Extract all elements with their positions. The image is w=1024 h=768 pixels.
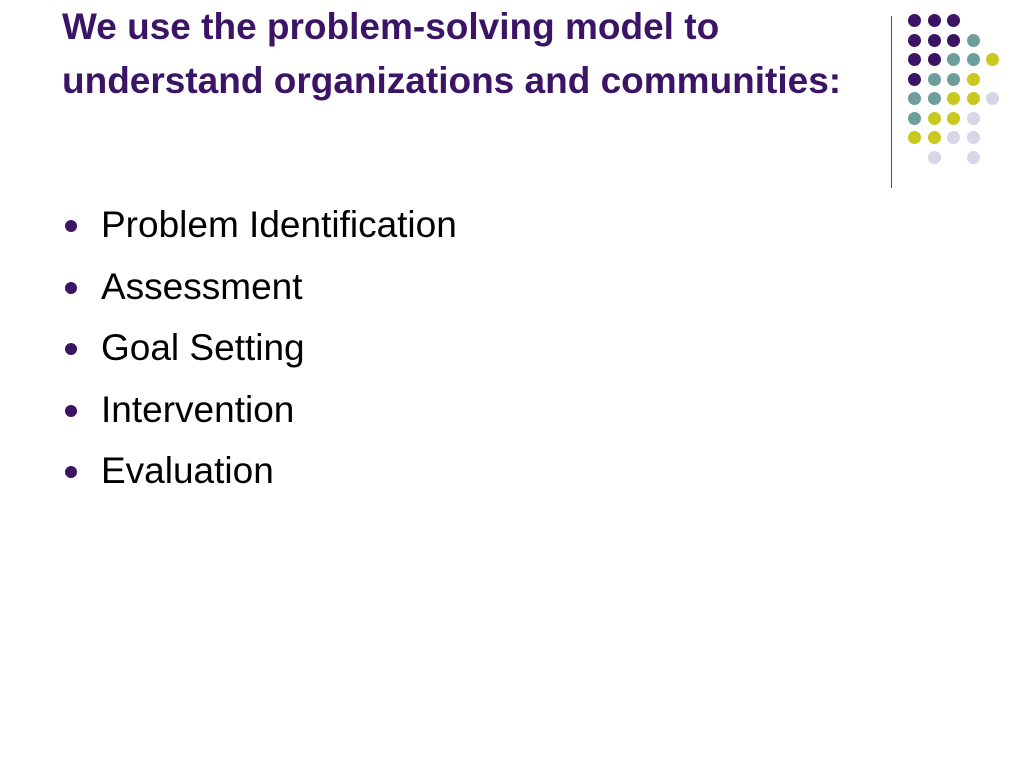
bullet-marker-icon [65, 405, 77, 417]
bullet-text: Intervention [101, 388, 295, 430]
decorative-dot-purple [928, 34, 941, 47]
decorative-dot-purple [947, 14, 960, 27]
decorative-dot-teal [967, 53, 980, 66]
decorative-dot-lavender [947, 131, 960, 144]
decorative-dot-yellow [967, 92, 980, 105]
bullet-item-intervention [62, 381, 457, 443]
vertical-divider [891, 16, 892, 188]
bullet-text: Problem Identification [101, 204, 457, 245]
decorative-dot-purple [908, 34, 921, 47]
decorative-dot-teal [947, 73, 960, 86]
decorative-dot-purple [928, 53, 941, 66]
decorative-dot-lavender [967, 131, 980, 144]
bullet-text: Evaluation [101, 450, 274, 491]
decorative-dot-lavender [967, 112, 980, 125]
decorative-dot-teal [908, 112, 921, 125]
decorative-dot-purple [908, 14, 921, 27]
decorative-dot-yellow [908, 131, 921, 144]
decorative-dot-yellow [986, 53, 999, 66]
decorative-dot-purple [908, 53, 921, 66]
decorative-dot-yellow [947, 112, 960, 125]
bullet-marker-icon [65, 343, 77, 355]
decorative-dot-yellow [928, 131, 941, 144]
bullet-marker-icon [65, 220, 77, 232]
bullet-marker-icon [65, 466, 77, 478]
bullet-item-problem-identification [62, 196, 457, 258]
decorative-dot-teal [928, 73, 941, 86]
decorative-dot-teal [947, 53, 960, 66]
slide-title: We use the problem-solving model to understand organizations and communities: [62, 6, 842, 101]
decorative-dot-yellow [947, 92, 960, 105]
bullet-item-evaluation [62, 442, 457, 504]
bullet-text: Goal Setting [101, 327, 305, 368]
decorative-dot-lavender [986, 92, 999, 105]
decorative-dot-yellow [928, 112, 941, 125]
decorative-dot-teal [908, 92, 921, 105]
bullet-item-goal-setting [62, 319, 457, 381]
decorative-dot-teal [928, 92, 941, 105]
decorative-dot-purple [908, 73, 921, 86]
dot-pattern-decoration [908, 14, 1008, 164]
bullet-marker-icon [65, 282, 77, 294]
bullet-item-assessment [62, 258, 457, 320]
decorative-dot-purple [928, 14, 941, 27]
decorative-dot-teal [967, 34, 980, 47]
decorative-dot-lavender [928, 151, 941, 164]
decorative-dot-yellow [967, 73, 980, 86]
bullet-text: Assessment [101, 265, 303, 307]
decorative-dot-lavender [967, 151, 980, 164]
decorative-dot-purple [947, 34, 960, 47]
bullet-list [62, 196, 457, 504]
